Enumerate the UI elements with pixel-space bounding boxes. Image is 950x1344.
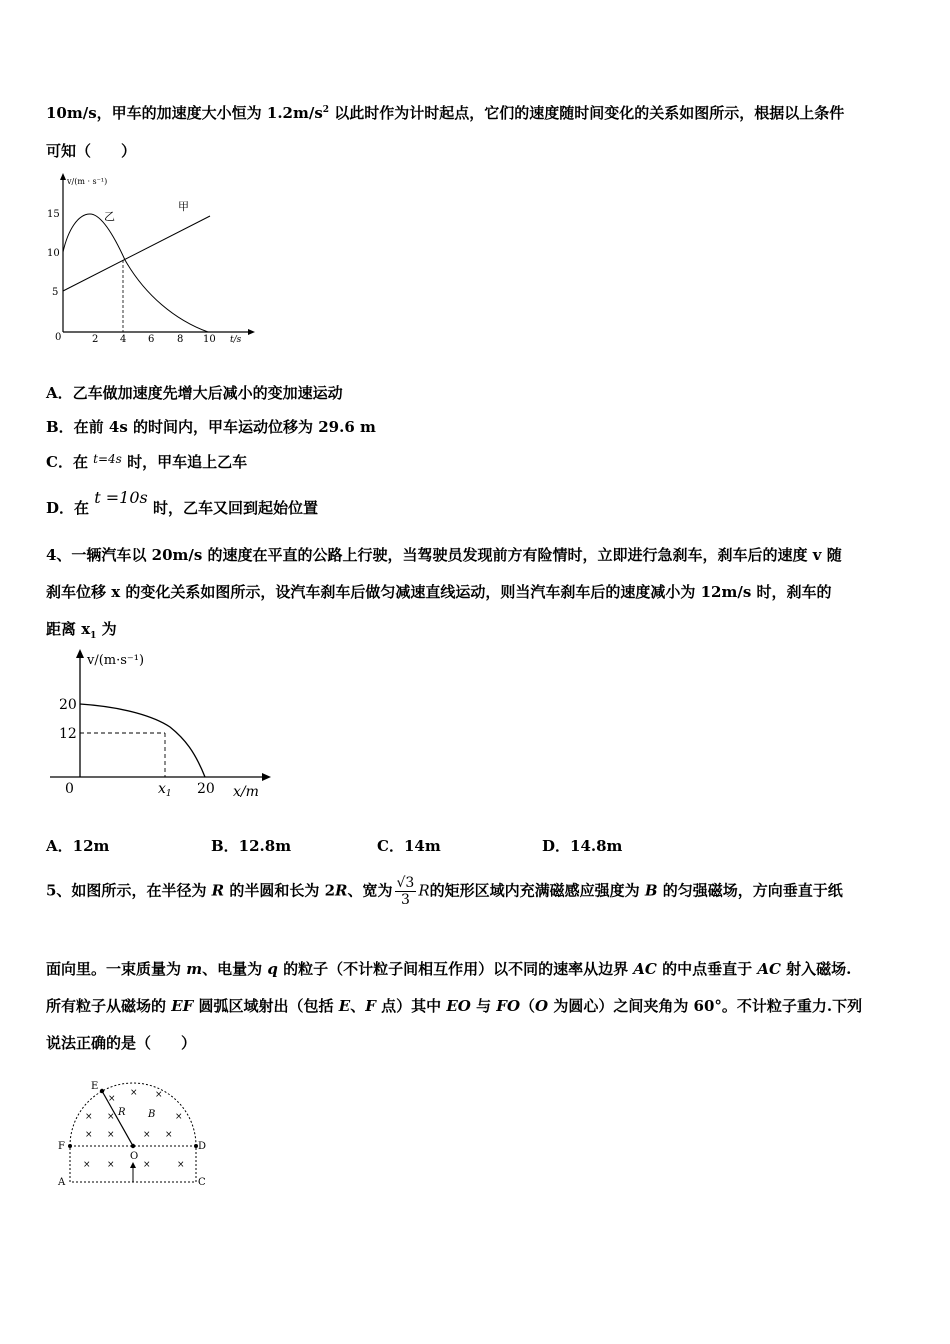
q4-ytick-20: 20 xyxy=(59,697,77,713)
q5-cross: × xyxy=(107,1112,115,1122)
q4-text-line1: 4、一辆汽车以 20m/s 的速度在平直的公路上行驶，当驾驶员发现前方有险情时，立即进行急刹车，刹车后的速度 v 随 xyxy=(46,546,842,564)
q5-cross: × xyxy=(83,1160,91,1170)
q5-cross: × xyxy=(155,1090,163,1100)
q4-option-c[interactable]: C．14m xyxy=(377,837,441,855)
q5-l3-E: E xyxy=(338,997,351,1015)
q3-option-c-prefix: C．在 xyxy=(46,453,94,471)
q3-ytick-10: 10 xyxy=(47,248,60,259)
q5-label-A: A xyxy=(58,1177,66,1188)
q5-l1-d: 的矩形区域内充满磁感应强度为 xyxy=(429,881,645,900)
q5-frac-num: √3 xyxy=(396,875,415,891)
q5-l1-B: B xyxy=(644,881,658,900)
q4-line3-part-b: 为 xyxy=(96,620,117,638)
q5-cross: × xyxy=(107,1160,115,1170)
q5-cross: × xyxy=(108,1094,116,1104)
q5-cross: × xyxy=(175,1112,183,1122)
q5-l2-q: q xyxy=(267,960,278,978)
q4-xtick-20: 20 xyxy=(197,781,215,797)
q5-l3-FO: FO xyxy=(496,997,521,1015)
q5-l1-b: 的半圆和长为 2 xyxy=(224,881,336,900)
q4-line3-subscript: 1 xyxy=(90,631,97,641)
q3-option-c-suffix: 时，甲车追上乙车 xyxy=(121,453,248,471)
q5-label-C: C xyxy=(198,1177,206,1188)
q5-label-O: O xyxy=(130,1151,139,1162)
q5-magnetic-field-diagram xyxy=(55,1075,225,1195)
q5-l1-R3: R xyxy=(418,881,430,900)
q5-l3-e: 与 xyxy=(470,997,497,1015)
q5-l2-AC2: AC xyxy=(757,960,781,978)
q3-label-yi: 乙 xyxy=(104,210,115,223)
q5-l1-R1: R xyxy=(211,881,225,900)
q5-l2-AC1: AC xyxy=(633,960,657,978)
q5-l3-EF: EF xyxy=(171,997,194,1015)
q4-option-a[interactable]: A．12m xyxy=(46,837,110,855)
q5-label-D: D xyxy=(198,1141,207,1152)
q3-option-d-math: t =10s xyxy=(94,488,148,507)
q5-cross: × xyxy=(143,1130,151,1140)
q5-l2-e: 射入磁场. xyxy=(780,960,852,978)
q5-l3-a: 所有粒子从磁场的 xyxy=(46,997,172,1015)
q4-option-b[interactable]: B．12.8m xyxy=(211,837,292,855)
q3-option-d[interactable] xyxy=(46,488,318,518)
q4-x-arrow xyxy=(262,773,271,781)
q5-l2-d: 的中点垂直于 xyxy=(656,960,758,978)
q4-curve xyxy=(80,704,205,777)
q4-line3-part-a: 距离 x xyxy=(46,620,91,638)
q3-option-c-math: t=4s xyxy=(93,452,122,466)
q4-text-line2: 刹车位移 x 的变化关系如图所示，设汽车刹车后做匀减速直线运动，则当汽车刹车后的速度减小为 12m/s 时，刹车的 xyxy=(46,583,832,601)
q5-cross: × xyxy=(177,1160,185,1170)
q3-y-arrow xyxy=(60,173,66,180)
q5-l3-c: 、 xyxy=(350,997,366,1015)
q4-origin: 0 xyxy=(65,781,74,797)
q3-option-d-suffix: 时，乙车又回到起始位置 xyxy=(147,499,318,517)
q5-l2-b: 、电量为 xyxy=(202,960,268,978)
q5-l1-c: 、宽为 xyxy=(347,881,393,900)
q4-ytick-12: 12 xyxy=(59,726,77,742)
q3-line1-superscript: 2 xyxy=(322,105,330,115)
q3-ytick-15: 15 xyxy=(47,209,60,220)
q3-option-b[interactable]: B．在前 4s 的时间内，甲车运动位移为 29.6 m xyxy=(46,418,376,436)
q4-x-label: x/m xyxy=(233,784,259,800)
q3-label-jia: 甲 xyxy=(178,200,189,213)
q5-l3-EO: EO xyxy=(446,997,471,1015)
q5-cross: × xyxy=(85,1130,93,1140)
q3-text-line2: 可知（ ） xyxy=(46,142,137,160)
q4-xtick-x1: $x_1$ xyxy=(158,781,172,799)
q5-l3-f: （ xyxy=(520,997,536,1015)
q3-origin: 0 xyxy=(55,332,62,343)
q3-xtick-4: 4 xyxy=(120,334,127,345)
q5-l2-a: 面向里。一束质量为 xyxy=(46,960,187,978)
q5-point-E xyxy=(100,1089,104,1093)
q5-l3-O: O xyxy=(535,997,549,1015)
q5-label-E: E xyxy=(91,1081,99,1092)
q5-l3-F: F xyxy=(365,997,376,1015)
q5-label-F: F xyxy=(58,1141,65,1152)
q3-y-label: v/(m · s⁻¹) xyxy=(67,177,108,186)
q5-label-R: R xyxy=(118,1107,126,1118)
q3-option-c[interactable] xyxy=(46,451,247,472)
q5-frac-den: 3 xyxy=(400,892,410,908)
q5-l3-g: 为圆心）之间夹角为 60°。不计粒子重力.下列 xyxy=(548,997,863,1015)
q5-fraction xyxy=(395,875,417,908)
q3-x-arrow xyxy=(248,329,255,335)
q5-l2-c: 的粒子（不计粒子间相互作用）以不同的速率从边界 xyxy=(277,960,634,978)
q4-text-line3 xyxy=(46,618,117,641)
q5-point-F xyxy=(68,1144,72,1148)
q5-text-line1 xyxy=(46,875,843,908)
q3-ytick-5: 5 xyxy=(52,287,59,298)
q5-l1-R2: R xyxy=(335,881,348,900)
q3-line1-part-a: 10m/s，甲车的加速度大小恒为 1.2m/s xyxy=(46,104,323,122)
q5-cross: × xyxy=(143,1160,151,1170)
q5-l1-a: 5、如图所示，在半径为 xyxy=(46,881,212,900)
q5-cross: × xyxy=(85,1112,93,1122)
q5-cross: × xyxy=(107,1130,115,1140)
q5-l3-d: 点）其中 xyxy=(375,997,447,1015)
q3-text-line1 xyxy=(46,102,844,123)
q5-cross: × xyxy=(165,1130,173,1140)
q3-option-a[interactable]: A．乙车做加速度先增大后减小的变加速运动 xyxy=(46,384,343,402)
q4-option-d[interactable]: D．14.8m xyxy=(542,837,623,855)
q5-label-B: B xyxy=(148,1109,156,1120)
q3-xtick-2: 2 xyxy=(92,334,99,345)
q5-text-line2 xyxy=(46,958,851,979)
q3-line-jia xyxy=(63,216,210,291)
q3-xtick-6: 6 xyxy=(148,334,155,345)
q5-cross: × xyxy=(130,1088,138,1098)
q3-xtick-8: 8 xyxy=(177,334,184,345)
q5-point-O xyxy=(131,1144,135,1148)
q4-velocity-displacement-chart xyxy=(45,647,285,807)
q5-l1-e: 的匀强磁场，方向垂直于纸 xyxy=(657,881,843,900)
q3-curve-yi xyxy=(63,214,208,332)
q5-entry-arrow-head xyxy=(130,1162,136,1168)
q3-x-label: t/s xyxy=(230,335,242,345)
q5-l2-m: m xyxy=(186,960,203,978)
q5-text-line4: 说法正确的是（ ） xyxy=(46,1034,197,1052)
q3-velocity-time-chart xyxy=(40,170,260,345)
q5-l3-b: 圆弧区域射出（包括 xyxy=(193,997,339,1015)
q4-y-label: v/(m·s⁻¹) xyxy=(87,653,145,668)
q3-option-d-prefix: D．在 xyxy=(46,499,95,517)
q3-xtick-10: 10 xyxy=(203,334,216,345)
q3-line1-part-b: 以此时作为计时起点，它们的速度随时间变化的关系如图所示，根据以上条件 xyxy=(329,104,845,122)
q5-text-line3 xyxy=(46,995,862,1016)
q4-y-arrow xyxy=(76,649,84,658)
